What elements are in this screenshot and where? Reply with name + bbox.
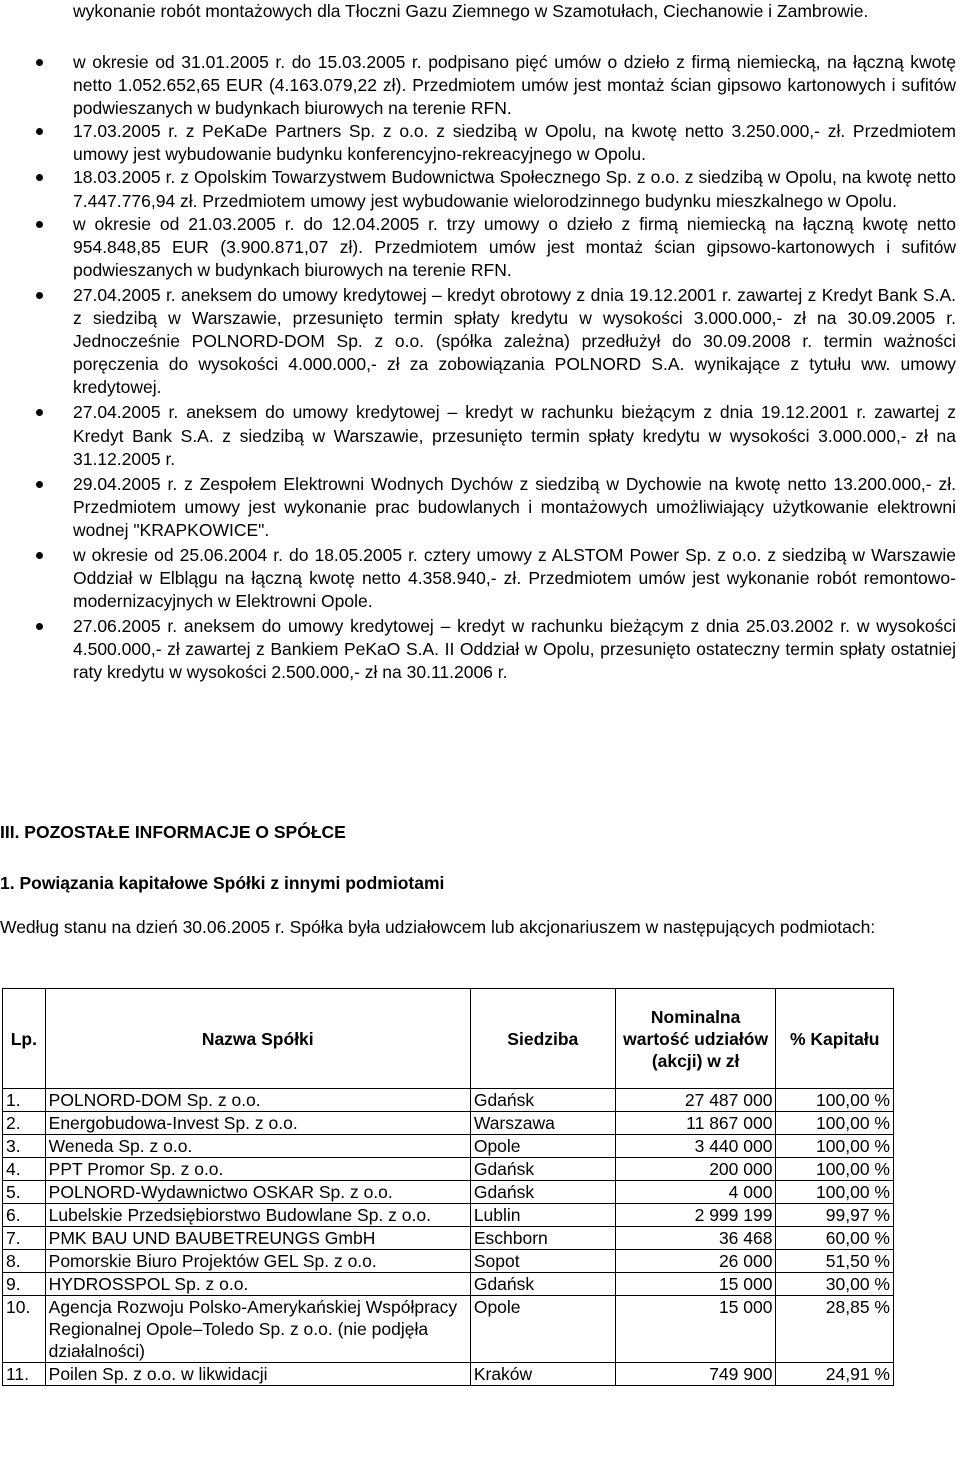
header-nominal-value: Nominalna wartość udziałów (akcji) w zł [615, 989, 776, 1089]
cell-nominal-value: 3 440 000 [615, 1135, 776, 1158]
cell-lp: 11. [3, 1363, 46, 1386]
table-row [3, 1181, 894, 1204]
cell-seat: Warszawa [470, 1112, 615, 1135]
cell-lp: 4. [3, 1158, 46, 1181]
cell-seat: Sopot [470, 1250, 615, 1273]
cell-seat: Gdańsk [470, 1158, 615, 1181]
cell-seat: Lublin [470, 1204, 615, 1227]
cell-seat: Gdańsk [470, 1181, 615, 1204]
cell-lp: 1. [3, 1089, 46, 1112]
table-row [3, 1250, 894, 1273]
list-item: 17.03.2005 r. z PeKaDe Partners Sp. z o.o. z siedzibą w Opolu, na kwotę netto 3.250.000,- zł. Przedmiotem umowy jest wybudowanie budynku konferencyjno-rekreacyjnego w Opolu. [0, 120, 956, 166]
cell-seat: Gdańsk [470, 1273, 615, 1296]
list-item: 27.04.2005 r. aneksem do umowy kredytowej – kredyt obrotowy z dnia 19.12.2001 r. zawartej z Kredyt Bank S.A. z siedzibą w Warszawie, przesunięto termin spłaty kredytu w wysokości 3.000.000,- zł na 30.09.2005 r. Jednocześnie POLNORD-DOM Sp. z o.o. (spółka zależna) przedłużył do 30.09.2008 r. termin ważności poręczenia do wysokości 4.000.000,- zł za zobowiązania POLNORD S.A. wynikające z tytułu ww. umowy kredytowej. [0, 284, 956, 399]
cell-nominal-value: 749 900 [615, 1363, 776, 1386]
table-row [3, 1296, 894, 1363]
table-row [3, 1363, 894, 1386]
cell-capital-percent: 30,00 % [776, 1273, 894, 1296]
section-heading: III. POZOSTAŁE INFORMACJE O SPÓŁCE [0, 822, 346, 842]
list-item: 27.06.2005 r. aneksem do umowy kredytowej – kredyt w rachunku bieżącym z dnia 25.03.2002 r. w wysokości 4.500.000,- zł zawartej z Bankiem PeKaO S.A. II Oddział w Opolu, przesunięto ostateczny termin spłaty ostatniej raty kredytu w wysokości 2.500.000,- zł na 30.11.2006 r. [0, 615, 956, 684]
table-header-row [3, 989, 894, 1089]
cell-lp: 7. [3, 1227, 46, 1250]
table-row [3, 1204, 894, 1227]
cell-seat: Opole [470, 1296, 615, 1363]
cell-company-name: PPT Promor Sp. z o.o. [45, 1158, 470, 1181]
cell-company-name: Agencja Rozwoju Polsko-Amerykańskiej Współpracy Regionalnej Opole–Toledo Sp. z o.o. (nie podjęła działalności) [45, 1296, 470, 1363]
cell-nominal-value: 26 000 [615, 1250, 776, 1273]
cell-nominal-value: 27 487 000 [615, 1089, 776, 1112]
cell-company-name: Poilen Sp. z o.o. w likwidacji [45, 1363, 470, 1386]
list-item: 18.03.2005 r. z Opolskim Towarzystwem Budownictwa Społecznego Sp. z o.o. z siedzibą w Opolu, na kwotę netto 7.447.776,94 zł. Przedmiotem umowy jest wybudowanie wielorodzinnego budynku mieszkalnego w Opolu. [0, 166, 956, 212]
cell-lp: 10. [3, 1296, 46, 1363]
list-item: 29.04.2005 r. z Zespołem Elektrowni Wodnych Dychów z siedzibą w Dychowie na kwotę netto 13.200.000,- zł. Przedmiotem umowy jest wykonanie prac budowlanych i montażowych umożliwiający użytkowanie elektrowni wodnej "KRAPKOWICE". [0, 473, 956, 542]
table-row [3, 1273, 894, 1296]
list-item: w okresie od 31.01.2005 r. do 15.03.2005 r. podpisano pięć umów o dzieło z firmą niemiecką, na łączną kwotę netto 1.052.652,65 EUR (4.163.079,22 zł). Przedmiotem umów jest montaż ścian gipsowo kartonowych i sufitów podwieszanych w budynkach biurowych na terenie RFN. [0, 51, 956, 120]
cell-seat: Gdańsk [470, 1089, 615, 1112]
cell-nominal-value: 4 000 [615, 1181, 776, 1204]
header-seat: Siedziba [470, 989, 615, 1089]
list-item: w okresie od 25.06.2004 r. do 18.05.2005 r. cztery umowy z ALSTOM Power Sp. z o.o. z siedzibą w Warszawie Oddział w Elblągu na łączną kwotę netto 4.358.940,- zł. Przedmiotem umów jest wykonanie robót remontowo-modernizacyjnych w Elektrowni Opole. [0, 544, 956, 613]
cell-capital-percent: 100,00 % [776, 1158, 894, 1181]
cell-lp: 3. [3, 1135, 46, 1158]
table-row [3, 1158, 894, 1181]
cell-company-name: Energobudowa-Invest Sp. z o.o. [45, 1112, 470, 1135]
cell-seat: Opole [470, 1135, 615, 1158]
cell-nominal-value: 2 999 199 [615, 1204, 776, 1227]
header-company-name: Nazwa Spółki [45, 989, 470, 1089]
cell-capital-percent: 24,91 % [776, 1363, 894, 1386]
cell-lp: 2. [3, 1112, 46, 1135]
cell-company-name: PMK BAU UND BAUBETREUNGS GmbH [45, 1227, 470, 1250]
cell-capital-percent: 51,50 % [776, 1250, 894, 1273]
cell-company-name: POLNORD-DOM Sp. z o.o. [45, 1089, 470, 1112]
cell-lp: 5. [3, 1181, 46, 1204]
table-row [3, 1135, 894, 1158]
continuation-paragraph: wykonanie robót montażowych dla Tłoczni Gazu Ziemnego w Szamotułach, Ciechanowie i Zambrowie. [73, 1, 869, 21]
header-capital-percent: % Kapitału [776, 989, 894, 1089]
cell-nominal-value: 15 000 [615, 1273, 776, 1296]
header-lp: Lp. [3, 989, 46, 1089]
list-item: 27.04.2005 r. aneksem do umowy kredytowej – kredyt w rachunku bieżącym z dnia 19.12.2001 r. zawartej z Kredyt Bank S.A. z siedzibą w Warszawie, przesunięto termin spłaty kredytu w wysokości 3.000.000,- zł na 31.12.2005 r. [0, 401, 956, 470]
cell-capital-percent: 100,00 % [776, 1112, 894, 1135]
table-row [3, 1089, 894, 1112]
cell-company-name: Pomorskie Biuro Projektów GEL Sp. z o.o. [45, 1250, 470, 1273]
cell-seat: Kraków [470, 1363, 615, 1386]
cell-capital-percent: 100,00 % [776, 1181, 894, 1204]
cell-nominal-value: 11 867 000 [615, 1112, 776, 1135]
cell-capital-percent: 100,00 % [776, 1135, 894, 1158]
cell-capital-percent: 60,00 % [776, 1227, 894, 1250]
cell-nominal-value: 36 468 [615, 1227, 776, 1250]
table-row [3, 1227, 894, 1250]
cell-lp: 8. [3, 1250, 46, 1273]
cell-lp: 6. [3, 1204, 46, 1227]
cell-capital-percent: 100,00 % [776, 1089, 894, 1112]
cell-company-name: Weneda Sp. z o.o. [45, 1135, 470, 1158]
cell-capital-percent: 28,85 % [776, 1296, 894, 1363]
capital-links-table [2, 988, 894, 1386]
table-row [3, 1112, 894, 1135]
contracts-bullet-list [0, 51, 956, 685]
subsection-heading: 1. Powiązania kapitałowe Spółki z innymi podmiotami [0, 873, 445, 893]
cell-nominal-value: 200 000 [615, 1158, 776, 1181]
list-item: w okresie od 21.03.2005 r. do 12.04.2005 r. trzy umowy o dzieło z firmą niemiecką na łączną kwotę netto 954.848,85 EUR (3.900.871,07 zł). Przedmiotem umów jest montaż ścian gipsowo-kartonowych i sufitów podwieszanych w budynkach biurowych na terenie RFN. [0, 213, 956, 282]
cell-seat: Eschborn [470, 1227, 615, 1250]
cell-lp: 9. [3, 1273, 46, 1296]
cell-capital-percent: 99,97 % [776, 1204, 894, 1227]
cell-company-name: HYDROSSPOL Sp. z o.o. [45, 1273, 470, 1296]
cell-company-name: Lubelskie Przedsiębiorstwo Budowlane Sp. z o.o. [45, 1204, 470, 1227]
cell-nominal-value: 15 000 [615, 1296, 776, 1363]
cell-company-name: POLNORD-Wydawnictwo OSKAR Sp. z o.o. [45, 1181, 470, 1204]
intro-paragraph: Według stanu na dzień 30.06.2005 r. Spółka była udziałowcem lub akcjonariuszem w następujących podmiotach: [0, 917, 876, 937]
